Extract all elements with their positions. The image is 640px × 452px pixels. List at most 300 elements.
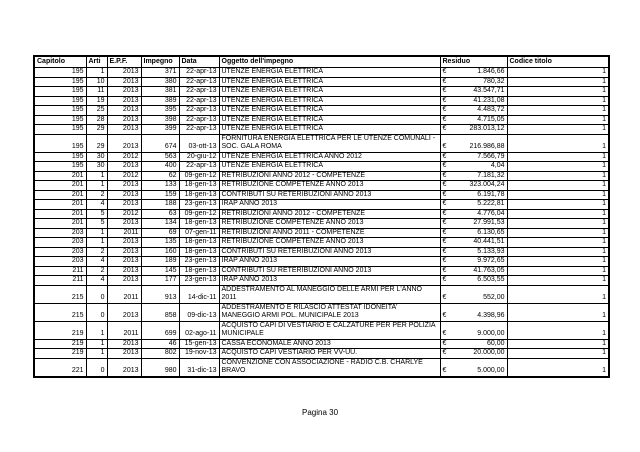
cell-data: 18-gen-13 bbox=[179, 266, 219, 276]
cell-epf: 2013 bbox=[107, 257, 141, 267]
col-header-codice-titolo: Codice titolo bbox=[507, 56, 609, 68]
cell-impegno: 160 bbox=[141, 247, 179, 257]
cell-codice-titolo: 1 bbox=[507, 125, 609, 135]
cell-epf: 2013 bbox=[107, 349, 141, 359]
cell-arti: 0 bbox=[86, 358, 107, 377]
cell-impegno: 189 bbox=[141, 257, 179, 267]
table-row bbox=[34, 125, 609, 135]
table-row bbox=[34, 266, 609, 276]
cell-codice-titolo: 1 bbox=[507, 106, 609, 116]
euro-symbol: € bbox=[442, 294, 447, 301]
cell-oggetto: RETRIBUZIONE COMPETENZE ANNO 2013 bbox=[219, 219, 440, 229]
cell-codice-titolo: 1 bbox=[507, 321, 609, 339]
cell-epf: 2013 bbox=[107, 87, 141, 97]
cell-capitolo: 195 bbox=[34, 77, 86, 87]
cell-codice-titolo: 1 bbox=[507, 200, 609, 210]
cell-capitolo: 215 bbox=[34, 303, 86, 321]
cell-impegno: 400 bbox=[141, 162, 179, 172]
cell-residuo bbox=[440, 190, 507, 200]
cell-epf: 2013 bbox=[107, 238, 141, 248]
cell-epf: 2013 bbox=[107, 190, 141, 200]
cell-data: 22-apr-13 bbox=[179, 77, 219, 87]
cell-arti: 2 bbox=[86, 266, 107, 276]
cell-impegno: 371 bbox=[141, 68, 179, 78]
cell-oggetto: RETRIBUZIONE COMPETENZE ANNO 2013 bbox=[219, 181, 440, 191]
cell-data: 22-apr-13 bbox=[179, 162, 219, 172]
euro-symbol: € bbox=[442, 143, 447, 150]
table-row bbox=[34, 68, 609, 78]
cell-impegno: 46 bbox=[141, 339, 179, 349]
cell-data: 23-gen-13 bbox=[179, 276, 219, 286]
ledger-table-container bbox=[33, 55, 610, 378]
cell-epf: 2013 bbox=[107, 247, 141, 257]
cell-residuo bbox=[440, 134, 507, 152]
cell-epf: 2013 bbox=[107, 181, 141, 191]
residuo-amount: 6.130,65 bbox=[477, 228, 505, 236]
cell-oggetto: UTENZE ENERGIA ELETTRICA ANNO 2012 bbox=[219, 152, 440, 162]
cell-arti: 30 bbox=[86, 152, 107, 162]
cell-arti: 10 bbox=[86, 77, 107, 87]
cell-arti: 2 bbox=[86, 190, 107, 200]
table-row bbox=[34, 276, 609, 286]
cell-epf: 2013 bbox=[107, 115, 141, 125]
cell-impegno: 177 bbox=[141, 276, 179, 286]
cell-impegno: 399 bbox=[141, 125, 179, 135]
table-body bbox=[34, 68, 609, 377]
residuo-amount: 7.566,79 bbox=[477, 152, 505, 160]
cell-arti: 5 bbox=[86, 219, 107, 229]
table-row bbox=[34, 219, 609, 229]
cell-epf: 2013 bbox=[107, 219, 141, 229]
table-row bbox=[34, 162, 609, 172]
cell-arti: 1 bbox=[86, 68, 107, 78]
cell-capitolo: 221 bbox=[34, 358, 86, 377]
cell-impegno: 63 bbox=[141, 209, 179, 219]
cell-arti: 4 bbox=[86, 200, 107, 210]
cell-capitolo: 195 bbox=[34, 115, 86, 125]
cell-epf: 2012 bbox=[107, 209, 141, 219]
euro-symbol: € bbox=[442, 367, 447, 374]
euro-symbol: € bbox=[442, 96, 447, 104]
cell-oggetto: IRAP ANNO 2013 bbox=[219, 200, 440, 210]
euro-symbol: € bbox=[442, 115, 447, 123]
cell-epf: 2011 bbox=[107, 285, 141, 303]
cell-residuo bbox=[440, 125, 507, 135]
cell-residuo bbox=[440, 228, 507, 238]
cell-residuo bbox=[440, 87, 507, 97]
cell-codice-titolo: 1 bbox=[507, 339, 609, 349]
cell-arti: 0 bbox=[86, 303, 107, 321]
cell-arti: 1 bbox=[86, 181, 107, 191]
cell-arti: 19 bbox=[86, 96, 107, 106]
cell-codice-titolo: 1 bbox=[507, 162, 609, 172]
cell-epf: 2013 bbox=[107, 125, 141, 135]
cell-capitolo: 195 bbox=[34, 134, 86, 152]
cell-capitolo: 195 bbox=[34, 125, 86, 135]
cell-capitolo: 203 bbox=[34, 247, 86, 257]
cell-oggetto: UTENZE ENERGIA ELETTRICA bbox=[219, 162, 440, 172]
cell-impegno: 69 bbox=[141, 228, 179, 238]
residuo-amount: 9.972,65 bbox=[477, 257, 505, 264]
cell-epf: 2012 bbox=[107, 171, 141, 181]
cell-arti: 4 bbox=[86, 257, 107, 267]
cell-residuo bbox=[440, 162, 507, 172]
euro-symbol: € bbox=[442, 209, 447, 217]
cell-epf: 2011 bbox=[107, 321, 141, 339]
cell-residuo bbox=[440, 247, 507, 257]
cell-epf: 2013 bbox=[107, 134, 141, 152]
cell-oggetto: CONVENZIONE CON ASSOCIAZIONE - RADIO C.B. CHARLYE BRAVO bbox=[219, 358, 440, 377]
cell-oggetto: ACQUISTO CAPI VESTIARIO PER VV-UU. bbox=[219, 349, 440, 359]
cell-codice-titolo: 1 bbox=[507, 152, 609, 162]
residuo-amount: 4.483,72 bbox=[477, 106, 505, 113]
cell-epf: 2013 bbox=[107, 96, 141, 106]
cell-codice-titolo: 1 bbox=[507, 285, 609, 303]
cell-residuo bbox=[440, 68, 507, 78]
cell-oggetto: CONTRIBUTI SU RETERIBUZIONI ANNO 2013 bbox=[219, 247, 440, 257]
euro-symbol: € bbox=[442, 330, 447, 337]
cell-data: 02-ago-11 bbox=[179, 321, 219, 339]
col-header-residuo: Residuo bbox=[440, 56, 507, 68]
cell-capitolo: 219 bbox=[34, 339, 86, 349]
euro-symbol: € bbox=[442, 276, 447, 283]
col-header-arti: Arti bbox=[86, 56, 107, 68]
cell-impegno: 398 bbox=[141, 115, 179, 125]
cell-capitolo: 201 bbox=[34, 171, 86, 181]
cell-codice-titolo: 1 bbox=[507, 68, 609, 78]
cell-impegno: 563 bbox=[141, 152, 179, 162]
table-row bbox=[34, 339, 609, 349]
cell-data: 20-giu-12 bbox=[179, 152, 219, 162]
euro-symbol: € bbox=[442, 339, 447, 347]
cell-residuo bbox=[440, 219, 507, 229]
cell-codice-titolo: 1 bbox=[507, 228, 609, 238]
cell-impegno: 133 bbox=[141, 181, 179, 191]
cell-codice-titolo: 1 bbox=[507, 87, 609, 97]
cell-impegno: 381 bbox=[141, 87, 179, 97]
cell-residuo bbox=[440, 303, 507, 321]
col-header-impegno: Impegno bbox=[141, 56, 179, 68]
cell-impegno: 913 bbox=[141, 285, 179, 303]
residuo-amount: 9.000,00 bbox=[477, 330, 505, 337]
cell-oggetto: UTENZE ENERGIA ELETTRICA bbox=[219, 77, 440, 87]
euro-symbol: € bbox=[442, 257, 447, 264]
cell-epf: 2013 bbox=[107, 106, 141, 116]
cell-data: 19-nov-13 bbox=[179, 349, 219, 359]
table-row bbox=[34, 228, 609, 238]
euro-symbol: € bbox=[442, 87, 447, 94]
residuo-amount: 6.191,78 bbox=[477, 190, 505, 198]
cell-arti: 1 bbox=[86, 339, 107, 349]
residuo-amount: 5.133,93 bbox=[477, 247, 505, 255]
cell-data: 18-gen-13 bbox=[179, 190, 219, 200]
cell-data: 22-apr-13 bbox=[179, 87, 219, 97]
residuo-amount: 5.000,00 bbox=[477, 367, 505, 374]
cell-arti: 1 bbox=[86, 238, 107, 248]
cell-capitolo: 201 bbox=[34, 200, 86, 210]
residuo-amount: 4,04 bbox=[490, 162, 505, 169]
cell-capitolo: 201 bbox=[34, 209, 86, 219]
cell-arti: 29 bbox=[86, 125, 107, 135]
cell-codice-titolo: 1 bbox=[507, 171, 609, 181]
cell-oggetto: IRAP ANNO 2013 bbox=[219, 276, 440, 286]
cell-residuo bbox=[440, 358, 507, 377]
cell-residuo bbox=[440, 115, 507, 125]
cell-oggetto: CONTRIBUTI SU RETERIBUZIONI ANNO 2013 bbox=[219, 190, 440, 200]
euro-symbol: € bbox=[442, 77, 447, 85]
table-row bbox=[34, 190, 609, 200]
cell-data: 22-apr-13 bbox=[179, 115, 219, 125]
cell-arti: 1 bbox=[86, 321, 107, 339]
cell-capitolo: 211 bbox=[34, 266, 86, 276]
cell-epf: 2012 bbox=[107, 152, 141, 162]
table-row bbox=[34, 209, 609, 219]
cell-capitolo: 201 bbox=[34, 219, 86, 229]
cell-impegno: 145 bbox=[141, 266, 179, 276]
table-row bbox=[34, 349, 609, 359]
residuo-amount: 4.776,04 bbox=[477, 209, 505, 217]
table-row bbox=[34, 257, 609, 267]
cell-impegno: 802 bbox=[141, 349, 179, 359]
cell-arti: 4 bbox=[86, 276, 107, 286]
euro-symbol: € bbox=[442, 228, 447, 236]
cell-arti: 1 bbox=[86, 171, 107, 181]
cell-capitolo: 195 bbox=[34, 87, 86, 97]
cell-capitolo: 203 bbox=[34, 238, 86, 248]
cell-oggetto: ADDESTRAMENTO E RILASCIO ATTESTAT IDONEITA' MANEGGIO ARMI POL. MUNICIPALE 2013 bbox=[219, 303, 440, 321]
cell-epf: 2013 bbox=[107, 358, 141, 377]
cell-data: 18-gen-13 bbox=[179, 219, 219, 229]
cell-arti: 11 bbox=[86, 87, 107, 97]
cell-impegno: 699 bbox=[141, 321, 179, 339]
residuo-amount: 4.715,05 bbox=[477, 115, 505, 123]
euro-symbol: € bbox=[442, 349, 447, 356]
cell-residuo bbox=[440, 200, 507, 210]
cell-capitolo: 203 bbox=[34, 228, 86, 238]
cell-residuo bbox=[440, 276, 507, 286]
cell-impegno: 188 bbox=[141, 200, 179, 210]
cell-codice-titolo: 1 bbox=[507, 190, 609, 200]
residuo-amount: 4.398,96 bbox=[477, 312, 505, 319]
cell-epf: 2013 bbox=[107, 68, 141, 78]
cell-impegno: 858 bbox=[141, 303, 179, 321]
cell-capitolo: 201 bbox=[34, 190, 86, 200]
cell-impegno: 389 bbox=[141, 96, 179, 106]
residuo-amount: 41.231,08 bbox=[473, 96, 505, 104]
cell-residuo bbox=[440, 152, 507, 162]
residuo-amount: 552,00 bbox=[483, 294, 505, 301]
cell-codice-titolo: 1 bbox=[507, 181, 609, 191]
euro-symbol: € bbox=[442, 247, 447, 255]
euro-symbol: € bbox=[442, 312, 447, 319]
cell-epf: 2013 bbox=[107, 77, 141, 87]
cell-oggetto: ACQUISTO CAPI DI VESTIARIO E CALZATURE PER PER POLIZIA MUNICIPALE bbox=[219, 321, 440, 339]
cell-oggetto: UTENZE ENERGIA ELETTRICA bbox=[219, 96, 440, 106]
euro-symbol: € bbox=[442, 125, 447, 132]
table-row bbox=[34, 87, 609, 97]
table-row bbox=[34, 77, 609, 87]
cell-capitolo: 195 bbox=[34, 96, 86, 106]
cell-capitolo: 201 bbox=[34, 181, 86, 191]
residuo-amount: 780,32 bbox=[483, 77, 505, 85]
cell-epf: 2011 bbox=[107, 228, 141, 238]
col-header-capitolo: Capitolo bbox=[34, 56, 86, 68]
cell-capitolo: 195 bbox=[34, 68, 86, 78]
table-row bbox=[34, 152, 609, 162]
residuo-amount: 43.547,71 bbox=[473, 87, 505, 94]
cell-capitolo: 203 bbox=[34, 257, 86, 267]
cell-impegno: 395 bbox=[141, 106, 179, 116]
cell-impegno: 62 bbox=[141, 171, 179, 181]
cell-residuo bbox=[440, 77, 507, 87]
cell-codice-titolo: 1 bbox=[507, 358, 609, 377]
residuo-amount: 41.763,05 bbox=[473, 266, 505, 274]
cell-epf: 2013 bbox=[107, 339, 141, 349]
cell-oggetto: UTENZE ENERGIA ELETTRICA bbox=[219, 106, 440, 116]
table-row bbox=[34, 181, 609, 191]
cell-capitolo: 215 bbox=[34, 285, 86, 303]
page-number: Pagina 30 bbox=[301, 408, 339, 417]
table-row bbox=[34, 171, 609, 181]
cell-residuo bbox=[440, 238, 507, 248]
cell-oggetto: UTENZE ENERGIA ELETTRICA bbox=[219, 125, 440, 135]
cell-data: 09-gen-12 bbox=[179, 171, 219, 181]
table-row bbox=[34, 134, 609, 152]
euro-symbol: € bbox=[442, 106, 447, 113]
residuo-amount: 40.441,51 bbox=[473, 238, 505, 245]
cell-codice-titolo: 1 bbox=[507, 96, 609, 106]
table-row bbox=[34, 285, 609, 303]
cell-codice-titolo: 1 bbox=[507, 238, 609, 248]
ledger-table bbox=[33, 55, 610, 378]
table-row bbox=[34, 238, 609, 248]
residuo-amount: 216.986,88 bbox=[469, 143, 505, 150]
cell-arti: 25 bbox=[86, 106, 107, 116]
cell-data: 22-apr-13 bbox=[179, 96, 219, 106]
euro-symbol: € bbox=[442, 171, 447, 179]
residuo-amount: 1.846,66 bbox=[477, 68, 505, 75]
euro-symbol: € bbox=[442, 200, 447, 207]
cell-epf: 2013 bbox=[107, 266, 141, 276]
residuo-amount: 6.503,55 bbox=[477, 276, 505, 283]
cell-data: 18-gen-13 bbox=[179, 181, 219, 191]
cell-oggetto: IRAP ANNO 2013 bbox=[219, 257, 440, 267]
cell-oggetto: UTENZE ENERGIA ELETTRICA bbox=[219, 68, 440, 78]
cell-arti: 1 bbox=[86, 349, 107, 359]
cell-data: 23-gen-13 bbox=[179, 200, 219, 210]
cell-codice-titolo: 1 bbox=[507, 115, 609, 125]
euro-symbol: € bbox=[442, 162, 447, 169]
cell-arti: 29 bbox=[86, 134, 107, 152]
cell-arti: 0 bbox=[86, 285, 107, 303]
cell-oggetto: RETRIBUZIONI ANNO 2012 - COMPETENZE bbox=[219, 171, 440, 181]
cell-oggetto: CONTRIBUTI SU RETERIBUZIONI ANNO 2013 bbox=[219, 266, 440, 276]
cell-oggetto: UTENZE ENERGIA ELETTRICA bbox=[219, 115, 440, 125]
cell-data: 15-gen-13 bbox=[179, 339, 219, 349]
col-header-data: Data bbox=[179, 56, 219, 68]
cell-oggetto: CASSA ECONOMALE ANNO 2013 bbox=[219, 339, 440, 349]
cell-codice-titolo: 1 bbox=[507, 77, 609, 87]
cell-oggetto: FORNITURA ENERGIA ELETTRICA PER LE UTENZE COMUNALI - SOC. GALA ROMA bbox=[219, 134, 440, 152]
cell-impegno: 980 bbox=[141, 358, 179, 377]
cell-oggetto: ADDESTRAMENTO AL MANEGGIO DELLE ARMI PER L'ANNO 2011 bbox=[219, 285, 440, 303]
cell-data: 03-ott-13 bbox=[179, 134, 219, 152]
cell-oggetto: RETRIBUZIONE COMPETENZE ANNO 2013 bbox=[219, 238, 440, 248]
cell-data: 31-dic-13 bbox=[179, 358, 219, 377]
cell-residuo bbox=[440, 209, 507, 219]
cell-data: 22-apr-13 bbox=[179, 68, 219, 78]
cell-codice-titolo: 1 bbox=[507, 134, 609, 152]
cell-residuo bbox=[440, 285, 507, 303]
cell-capitolo: 219 bbox=[34, 321, 86, 339]
cell-data: 22-apr-13 bbox=[179, 125, 219, 135]
cell-impegno: 135 bbox=[141, 238, 179, 248]
cell-impegno: 674 bbox=[141, 134, 179, 152]
euro-symbol: € bbox=[442, 238, 447, 245]
euro-symbol: € bbox=[442, 190, 447, 198]
euro-symbol: € bbox=[442, 266, 447, 274]
cell-codice-titolo: 1 bbox=[507, 247, 609, 257]
cell-arti: 5 bbox=[86, 209, 107, 219]
residuo-amount: 5.222,81 bbox=[477, 200, 505, 207]
residuo-amount: 283.013,12 bbox=[469, 125, 505, 132]
cell-codice-titolo: 1 bbox=[507, 257, 609, 267]
cell-oggetto: RETRIBUZIONI ANNO 2011 - COMPETENZE bbox=[219, 228, 440, 238]
cell-oggetto: RETRIBUZIONI ANNO 2012 - COMPETENZE bbox=[219, 209, 440, 219]
table-row bbox=[34, 106, 609, 116]
cell-residuo bbox=[440, 339, 507, 349]
cell-capitolo: 211 bbox=[34, 276, 86, 286]
cell-impegno: 380 bbox=[141, 77, 179, 87]
cell-residuo bbox=[440, 257, 507, 267]
table-row bbox=[34, 303, 609, 321]
cell-codice-titolo: 1 bbox=[507, 349, 609, 359]
header-row bbox=[34, 56, 609, 68]
euro-symbol: € bbox=[442, 68, 447, 75]
cell-oggetto: UTENZE ENERGIA ELETTRICA bbox=[219, 87, 440, 97]
cell-arti: 1 bbox=[86, 228, 107, 238]
cell-data: 09-dic-13 bbox=[179, 303, 219, 321]
table-row bbox=[34, 115, 609, 125]
cell-residuo bbox=[440, 321, 507, 339]
cell-codice-titolo: 1 bbox=[507, 303, 609, 321]
cell-arti: 2 bbox=[86, 247, 107, 257]
residuo-amount: 323.004,24 bbox=[469, 181, 505, 188]
euro-symbol: € bbox=[442, 152, 447, 160]
table-row bbox=[34, 96, 609, 106]
residuo-amount: 60,00 bbox=[486, 339, 505, 347]
residuo-amount: 27.991,53 bbox=[473, 219, 505, 226]
cell-codice-titolo: 1 bbox=[507, 266, 609, 276]
cell-arti: 28 bbox=[86, 115, 107, 125]
cell-capitolo: 195 bbox=[34, 106, 86, 116]
cell-data: 07-gen-11 bbox=[179, 228, 219, 238]
cell-epf: 2013 bbox=[107, 276, 141, 286]
table-row bbox=[34, 321, 609, 339]
cell-capitolo: 195 bbox=[34, 162, 86, 172]
cell-residuo bbox=[440, 96, 507, 106]
residuo-amount: 20.000,00 bbox=[473, 349, 505, 356]
cell-residuo bbox=[440, 349, 507, 359]
cell-arti: 30 bbox=[86, 162, 107, 172]
cell-impegno: 134 bbox=[141, 219, 179, 229]
table-row bbox=[34, 358, 609, 377]
cell-residuo bbox=[440, 106, 507, 116]
cell-data: 22-apr-13 bbox=[179, 106, 219, 116]
cell-impegno: 159 bbox=[141, 190, 179, 200]
cell-residuo bbox=[440, 266, 507, 276]
cell-data: 14-dic-11 bbox=[179, 285, 219, 303]
